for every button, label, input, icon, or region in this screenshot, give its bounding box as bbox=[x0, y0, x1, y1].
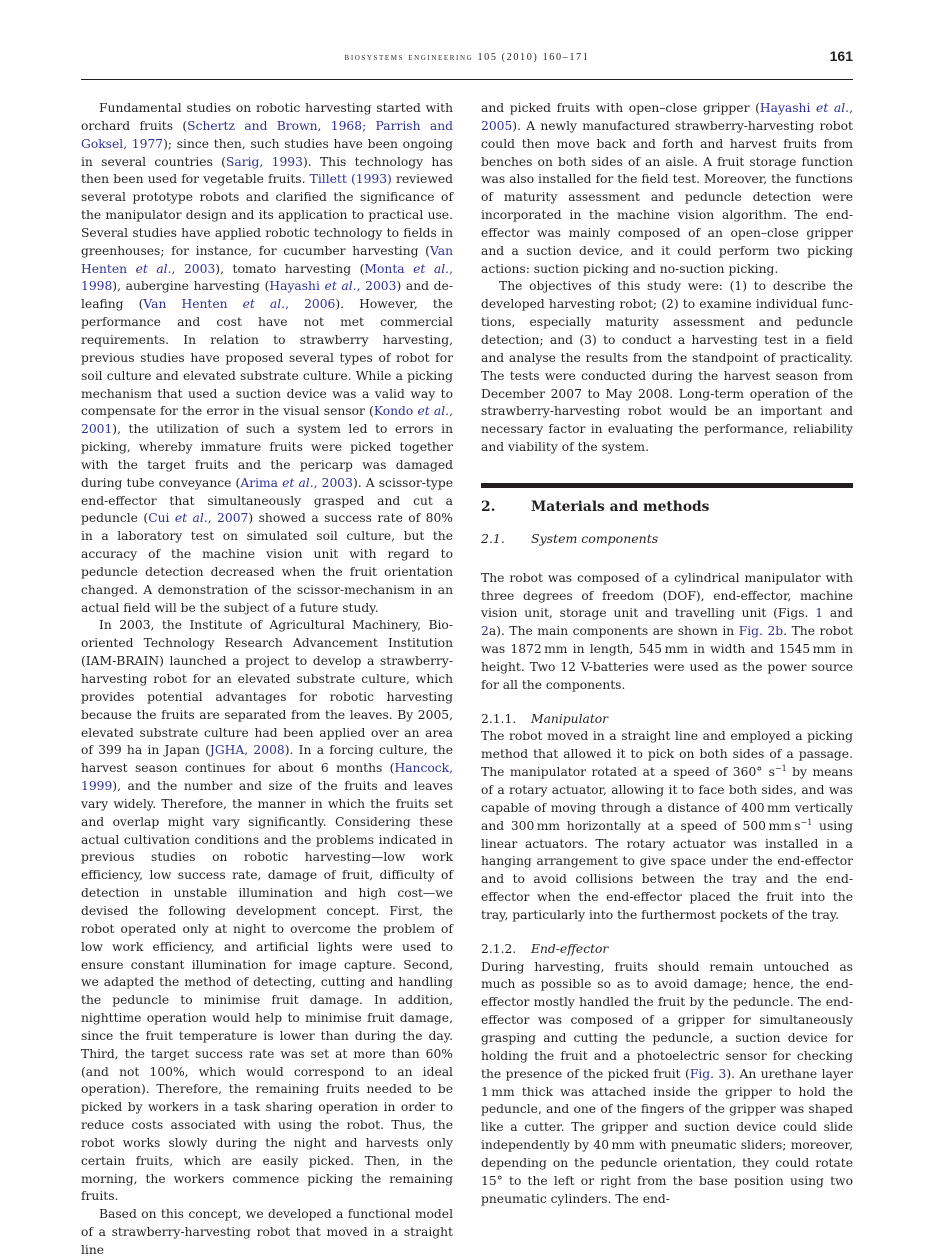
citation-link[interactable]: Hancock, 1999 bbox=[81, 761, 453, 794]
citation-link[interactable]: Schertz and Brown, 1968; Parrish and Goksel, 1977 bbox=[81, 118, 453, 151]
figure-link[interactable]: 1 bbox=[815, 606, 824, 621]
citation-link[interactable]: Tillett (1993) bbox=[309, 172, 392, 187]
citation-link[interactable]: Cui et al., 2007 bbox=[148, 511, 249, 526]
right-column bbox=[481, 100, 853, 1208]
paragraph: Fundamental studies on robotic harvesting started with orchard fruits (Schertz and Brown, 1968; Parrish and Goksel, 1977); since then, such studies have been ongoing in several countries (Sarig, 1993). This technology has then been used for vegetable fruits. Tillett (1993) reviewed several prototype robots and clarified the significance of the manipulator design and its application to practical use. Several studies have applied robotic technology to fields in greenhouses; for instance, for cucumber harvesting (Van Henten et al., 2003), tomato harvesting (Monta et al., 1998), aubergine harvesting (Hayashi et al., 2003) and de-leafing (Van Henten et al., 2006). However, the performance and cost have not met commercial requirements. In relation to strawberry harvesting, previous studies have proposed several types of robot for soil culture and elevated substrate culture. While a picking mechanism that used a suction device was a valid way to compensate for the error in the visual sensor (Kondo et al., 2001), the utilization of such a system led to errors in picking, whereby immature fruits were picked together with the target fruits and the pericarp was damaged during tube conveyance (Arima et al., 2003). A scissor-type end-effector that simultaneously grasped and cut a peduncle (Cui et al., 2007) showed a success rate of 80% in a laboratory test on simulated soil culture, but the accuracy of the machine vision unit with regard to peduncle detection decreased when the fruit orientation changed. A demonstration of the scissor-mechanism in an actual field will be the subject of a future study. bbox=[81, 101, 454, 615]
citation-link[interactable]: Kondo et al., 2001 bbox=[81, 404, 453, 437]
left-column bbox=[81, 100, 453, 1260]
citation-link[interactable]: Hayashi et al., 2003 bbox=[269, 279, 397, 294]
citation-link[interactable]: Hayashi et al., 2005 bbox=[481, 101, 853, 133]
page-number: 161 bbox=[829, 48, 853, 64]
paragraph: and picked fruits with open–close gripper (Hayashi et al., 2005). A newly manufactured strawberry-harvesting robot could then move back and forth and harvest fruits from benches on both sides of an aisle. A fruit storage function was also installed for the field test. Moreover, the functions of maturity assessment and peduncle detection were incorporated in the machine vision algorithm. The end-effector was mainly composed of an open–close gripper and a suction device, and it could perform two picking actions: suction picking and no-suction picking. bbox=[481, 101, 853, 276]
subsubsection-heading: 2.1.1. Manipulator bbox=[481, 711, 609, 726]
citation-link[interactable]: Arima et al., 2003 bbox=[240, 475, 353, 490]
citation-link[interactable]: Van Henten et al., 2006 bbox=[143, 297, 336, 312]
citation-link[interactable]: Sarig, 1993 bbox=[225, 154, 303, 169]
paragraph: The objectives of this study were: (1) to describe the developed harvesting robot; (2) to examine individual functions, especially maturity assessment and peduncle detection; and (3) to conduct a harvesting test in a field and analyse the results from the standpoint of practicality. The tests were conducted during the harvest season from December 2007 to May 2008. Long-term operation of the strawberry-harvesting robot would be an important and necessary factor in evaluating the performance, reliability and viability of the system. bbox=[481, 279, 853, 455]
figure-link[interactable]: Fig. 2b bbox=[738, 624, 784, 639]
paragraph: During harvesting, fruits should remain untouched as much as possible so as to avoid damage; hence, the end-effector mostly handled the fruit by the peduncle. The end-effector was composed of a gripper for simultaneously grasping and cutting the peduncle, a suction device for holding the fruit and a photoelectric sensor for checking the presence of the picked fruit (Fig. 3). An urethane layer 1 mm thick was attached inside the gripper to hold the peduncle, and one of the fingers of the gripper was shaped like a cutter. The gripper and suction device could slide independently by 40 mm with pneumatic sliders; moreover, depending on the peduncle orientation, they could rotate 15° to the left or right from the base position using two pneumatic cylinders. The end- bbox=[481, 959, 853, 1206]
paragraph: The robot was composed of a cylindrical manipulator with three degrees of freedom (DOF), end-effector, machine vision unit, storage unit and travelling unit (Figs. 1 and 2a). The main components are shown in Fig. 2b. The robot was 1872 mm in length, 545 mm in width and 1545 mm in height. Two 12 V-batteries were used as the power source for all the components. bbox=[481, 570, 854, 692]
citation-link[interactable]: JGHA, 2008 bbox=[209, 743, 285, 758]
section-heading: 2. Materials and methods bbox=[481, 498, 710, 515]
subsection-heading: 2.1. System components bbox=[481, 530, 659, 546]
citation-link[interactable]: Monta et al., 1998 bbox=[81, 261, 453, 294]
figure-link[interactable]: Fig. 3 bbox=[689, 1066, 727, 1081]
section-rule bbox=[481, 483, 853, 488]
paragraph: Based on this concept, we developed a functional model of a strawberry-harvesting robot that moved in a straight line bbox=[81, 1207, 453, 1257]
page-header bbox=[81, 48, 853, 72]
paragraph: In 2003, the Institute of Agricultural Machinery, Bio-oriented Technology Research Advancement Institution (IAM-BRAIN) launched a project to develop a strawberry-harvesting robot for an elevated substrate culture, which provides potential advantages for robotic harvesting because the fruits are separated from the leaves. By 2005, elevated substrate culture had been applied over an area of 399 ha in Japan (JGHA, 2008). In a forcing culture, the harvest season continues for about 6 months (Hancock, 1999), and the number and size of the fruits and leaves vary widely. Therefore, the manner in which the fruits set and overlap might vary significantly. Considering these actual cultivation conditions and the problems indicated in previous studies on robotic harvesting—low work efficiency, low success rate, damage of fruit, difficulty of detection in unstable illumination and high cost—we devised the following development concept. First, the robot operated only at night to overcome the problem of low work efficiency, and artificial lights were used to ensure constant illumination for image capture. Second, we adapted the method of detecting, cutting and handling the peduncle to minimise fruit damage. In addition, nighttime operation would help to minimise fruit damage, since the fruit temperature is lower than during the day. Third, the target success rate was set at more than 60% (and not 100%, which would correspond to an ideal operation). Therefore, the remaining fruits needed to be picked by workers in a task sharing operation in order to reduce costs associated with using the robot. Thus, the robot works slowly during the night and harvests only certain fruits, which are easily picked. Then, in the morning, the workers commence picking the remaining fruits. bbox=[81, 618, 453, 1204]
paragraph: The robot moved in a straight line and employed a picking method that allowed it to pick on both sides of a passage. The manipulator rotated at a speed of 360° $s^{-1}$ by means of a rotary actuator, allowing it to face both sides, and was capable of moving through a distance of 400 mm vertically and 300 mm horizontally at a speed of 500 mm $s^{-1}$ using linear actuators. The rotary actuator was installed in a hanging arrangement to give space under the end-effector and to avoid collisions between the tray and the end-effector when the end-effector placed the fruit into the tray, particularly into the furthermost pockets of the tray. bbox=[481, 729, 853, 922]
running-head: biosystems engineering 105 (2010) 160–171 bbox=[344, 52, 590, 63]
figure-link[interactable]: 2 bbox=[481, 624, 489, 639]
subsubsection-heading: 2.1.2. End-effector bbox=[481, 941, 609, 956]
citation-link[interactable]: Van Henten et al., 2003 bbox=[81, 243, 453, 276]
header-rule bbox=[81, 79, 853, 80]
